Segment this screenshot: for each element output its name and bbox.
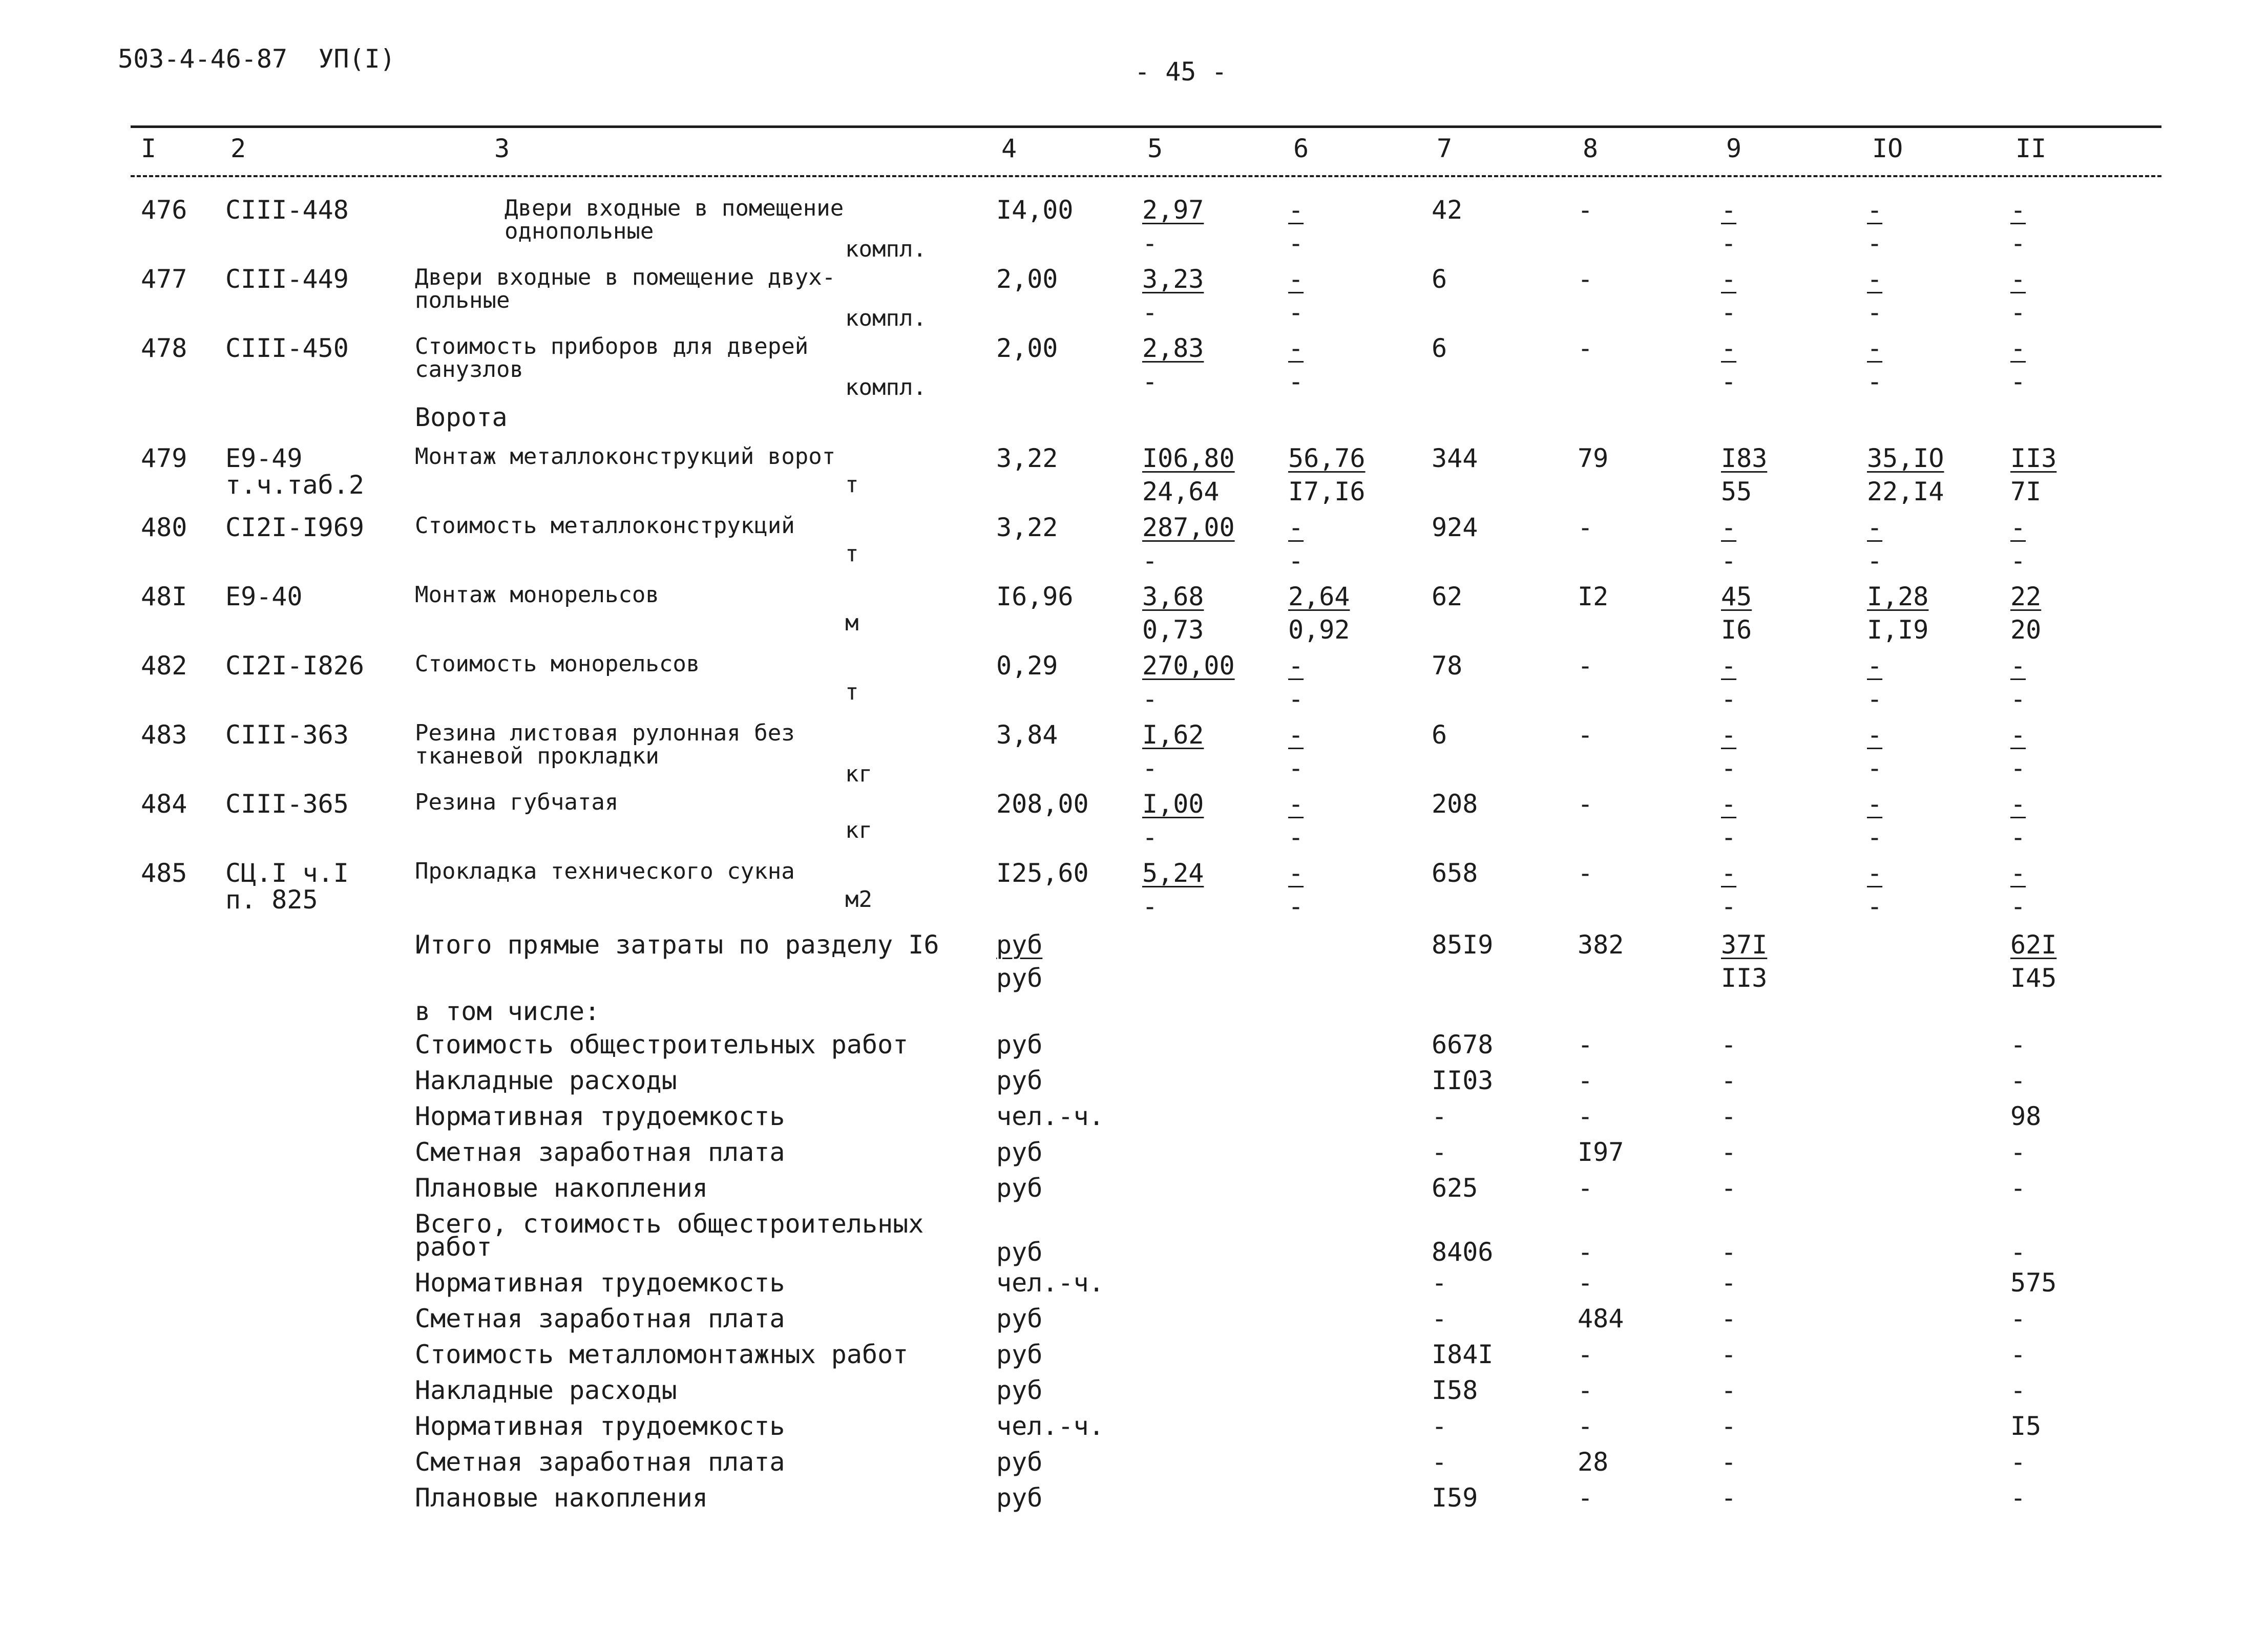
summary-col9: - — [1721, 1304, 1737, 1333]
column-number: 3 — [494, 134, 510, 163]
price-code-extra: т.ч.таб.2 — [225, 470, 364, 500]
col5-top: 3,68 — [1142, 582, 1204, 611]
col11-bottom: 20 — [2010, 615, 2042, 645]
price-code-extra: п. 825 — [225, 885, 318, 915]
summary-col11: - — [2010, 1066, 2026, 1095]
col9-bottom: - — [1721, 367, 1737, 396]
col8-value: - — [1578, 195, 1593, 225]
column-number: I — [141, 134, 157, 163]
col11-top: - — [2010, 264, 2026, 294]
summary-col8: - — [1578, 1268, 1593, 1298]
row-number: 477 — [141, 264, 187, 294]
summary-col9: - — [1721, 1340, 1737, 1369]
col6-bottom: - — [1288, 546, 1304, 576]
col7-value: 6 — [1432, 333, 1447, 363]
column-number: II — [2015, 134, 2047, 163]
col5-top: I,62 — [1142, 720, 1204, 750]
unit: кг — [845, 817, 872, 843]
col10-top: - — [1867, 513, 1883, 542]
summary-col7: - — [1432, 1304, 1447, 1333]
totals-col9-bottom: II3 — [1721, 963, 1768, 993]
price-code: CIII-448 — [225, 195, 349, 225]
summary-label: Плановые накопления — [415, 1173, 708, 1203]
col10-bottom: - — [1867, 892, 1883, 921]
col10-top: - — [1867, 720, 1883, 750]
summary-col7: - — [1432, 1137, 1447, 1167]
unit: т — [845, 541, 859, 567]
column-number: 7 — [1437, 134, 1453, 163]
col9-top: - — [1721, 513, 1737, 542]
col7-value: 344 — [1432, 443, 1478, 473]
column-number: 9 — [1726, 134, 1742, 163]
row-number: 484 — [141, 789, 187, 819]
col11-bottom: - — [2010, 298, 2026, 327]
col11-top: - — [2010, 789, 2026, 819]
col9-top: - — [1721, 858, 1737, 888]
summary-unit: руб — [996, 1304, 1043, 1333]
col8-value: - — [1578, 264, 1593, 294]
column-number: 6 — [1293, 134, 1309, 163]
unit: компл. — [845, 236, 927, 262]
col8-value: - — [1578, 513, 1593, 542]
price-code: CIII-450 — [225, 333, 349, 363]
col9-top: - — [1721, 195, 1737, 225]
item-name: Прокладка технического сукна — [415, 858, 795, 884]
summary-unit: руб — [996, 1340, 1043, 1369]
col9-bottom: I6 — [1721, 615, 1752, 645]
col6-bottom: I7,I6 — [1288, 477, 1366, 506]
summary-unit: чел.-ч. — [996, 1268, 1104, 1298]
item-name: Монтаж металлоконструкций ворот — [415, 443, 836, 470]
col5-bottom: - — [1142, 228, 1158, 258]
col11-top: II3 — [2010, 443, 2057, 473]
col6-top: - — [1288, 333, 1304, 363]
summary-col8: - — [1578, 1411, 1593, 1441]
summary-unit: руб — [996, 1137, 1043, 1167]
col7-value: 62 — [1432, 582, 1463, 611]
col10-bottom: - — [1867, 546, 1883, 576]
col11-bottom: - — [2010, 367, 2026, 396]
summary-col7: - — [1432, 1447, 1447, 1477]
price-code: CIII-363 — [225, 720, 349, 750]
summary-col7: 625 — [1432, 1173, 1478, 1203]
col6-bottom: - — [1288, 228, 1304, 258]
col9-top: - — [1721, 264, 1737, 294]
col5-top: 3,23 — [1142, 264, 1204, 294]
col11-bottom: - — [2010, 684, 2026, 714]
price-code: CIII-365 — [225, 789, 349, 819]
quantity: 2,00 — [996, 333, 1058, 363]
col5-bottom: - — [1142, 298, 1158, 327]
row-number: 485 — [141, 858, 187, 888]
col10-bottom: - — [1867, 822, 1883, 852]
unit: компл. — [845, 305, 927, 331]
col11-top: - — [2010, 513, 2026, 542]
price-code: CIII-449 — [225, 264, 349, 294]
col8-value: - — [1578, 789, 1593, 819]
col10-top: I,28 — [1867, 582, 1929, 611]
summary-label: Стоимость металломонтажных работ — [415, 1340, 909, 1369]
col7-value: 924 — [1432, 513, 1478, 542]
summary-unit: руб — [996, 1030, 1043, 1059]
col9-bottom: - — [1721, 822, 1737, 852]
col10-top: - — [1867, 195, 1883, 225]
col6-bottom: - — [1288, 822, 1304, 852]
col5-top: 287,00 — [1142, 513, 1235, 542]
unit: м2 — [845, 886, 872, 913]
col11-bottom: - — [2010, 228, 2026, 258]
col9-bottom: - — [1721, 684, 1737, 714]
header-rule-top — [131, 125, 2161, 128]
col9-bottom: - — [1721, 546, 1737, 576]
col10-top: 35,IO — [1867, 443, 1944, 473]
column-number: IO — [1872, 134, 1903, 163]
summary-unit: руб — [996, 1483, 1043, 1513]
col7-value: 658 — [1432, 858, 1478, 888]
summary-col11: - — [2010, 1304, 2026, 1333]
summary-label: Нормативная трудоемкость — [415, 1411, 785, 1441]
col10-bottom: - — [1867, 753, 1883, 783]
summary-col7: - — [1432, 1101, 1447, 1131]
summary-col7: - — [1432, 1411, 1447, 1441]
col6-top: - — [1288, 789, 1304, 819]
summary-col7: 8406 — [1432, 1237, 1494, 1267]
totals-label: Итого прямые затраты по разделу I6 — [415, 930, 939, 960]
col7-value: 6 — [1432, 264, 1447, 294]
summary-unit: руб — [996, 1375, 1043, 1405]
row-number: 480 — [141, 513, 187, 542]
col7-value: 6 — [1432, 720, 1447, 750]
col10-top: - — [1867, 333, 1883, 363]
unit: т — [845, 679, 859, 705]
col5-bottom: 24,64 — [1142, 477, 1220, 506]
summary-col11: - — [2010, 1375, 2026, 1405]
summary-label: Сметная заработная плата — [415, 1304, 785, 1333]
item-name-cont: тканевой прокладки — [415, 743, 659, 769]
col6-top: - — [1288, 195, 1304, 225]
row-number: 478 — [141, 333, 187, 363]
col6-top: 2,64 — [1288, 582, 1350, 611]
row-number: 479 — [141, 443, 187, 473]
col6-bottom: 0,92 — [1288, 615, 1350, 645]
quantity: 3,84 — [996, 720, 1058, 750]
row-number: 482 — [141, 651, 187, 681]
col11-top: - — [2010, 720, 2026, 750]
quantity: 3,22 — [996, 513, 1058, 542]
quantity: 208,00 — [996, 789, 1089, 819]
col8-value: - — [1578, 333, 1593, 363]
summary-unit: руб — [996, 1237, 1043, 1267]
col6-top: - — [1288, 513, 1304, 542]
summary-col9: - — [1721, 1447, 1737, 1477]
summary-label: Плановые накопления — [415, 1483, 708, 1513]
summary-col11: - — [2010, 1137, 2026, 1167]
column-number: 8 — [1583, 134, 1599, 163]
col9-bottom: - — [1721, 753, 1737, 783]
summary-col11: - — [2010, 1447, 2026, 1477]
totals-col11-bottom: I45 — [2010, 963, 2057, 993]
col10-bottom: - — [1867, 684, 1883, 714]
summary-col11: - — [2010, 1030, 2026, 1059]
summary-col9: - — [1721, 1137, 1737, 1167]
col5-top: I,00 — [1142, 789, 1204, 819]
col7-value: 78 — [1432, 651, 1463, 681]
col7-value: 42 — [1432, 195, 1463, 225]
unit: кг — [845, 761, 872, 787]
summary-col11: - — [2010, 1237, 2026, 1267]
col10-top: - — [1867, 789, 1883, 819]
summary-col8: - — [1578, 1066, 1593, 1095]
col6-bottom: - — [1288, 892, 1304, 921]
column-number: 5 — [1147, 134, 1163, 163]
item-name: Двери входные в помещение двух- — [415, 264, 836, 290]
price-code: E9-49 — [225, 443, 303, 473]
col10-bottom: I,I9 — [1867, 615, 1929, 645]
price-code: CI2I-I826 — [225, 651, 364, 681]
summary-label: Сметная заработная плата — [415, 1447, 785, 1477]
col5-bottom: - — [1142, 753, 1158, 783]
col11-bottom: - — [2010, 892, 2026, 921]
col10-top: - — [1867, 264, 1883, 294]
summary-col11: - — [2010, 1173, 2026, 1203]
col5-top: 2,83 — [1142, 333, 1204, 363]
unit: т — [845, 472, 859, 498]
col9-top: - — [1721, 333, 1737, 363]
summary-label: Нормативная трудоемкость — [415, 1268, 785, 1298]
summary-col8: - — [1578, 1340, 1593, 1369]
summary-col9: - — [1721, 1066, 1737, 1095]
quantity: 2,00 — [996, 264, 1058, 294]
item-name: Стоимость приборов для дверей — [415, 333, 809, 359]
price-code: CI2I-I969 — [225, 513, 364, 542]
summary-col11: 98 — [2010, 1101, 2042, 1131]
col8-value: - — [1578, 858, 1593, 888]
col9-bottom: - — [1721, 892, 1737, 921]
summary-col11: I5 — [2010, 1411, 2042, 1441]
col6-top: - — [1288, 264, 1304, 294]
quantity: 0,29 — [996, 651, 1058, 681]
col9-bottom: 55 — [1721, 477, 1752, 506]
item-name: Стоимость монорельсов — [415, 651, 700, 677]
col9-bottom: - — [1721, 228, 1737, 258]
summary-col7: II03 — [1432, 1066, 1494, 1095]
summary-col9: - — [1721, 1237, 1737, 1267]
price-code: E9-40 — [225, 582, 303, 611]
quantity: I4,00 — [996, 195, 1074, 225]
summary-label: Сметная заработная плата — [415, 1137, 785, 1167]
col5-bottom: - — [1142, 367, 1158, 396]
summary-col7: I58 — [1432, 1375, 1478, 1405]
summary-label: Накладные расходы — [415, 1066, 677, 1095]
col6-bottom: - — [1288, 367, 1304, 396]
col6-bottom: - — [1288, 298, 1304, 327]
col11-bottom: - — [2010, 546, 2026, 576]
col5-bottom: 0,73 — [1142, 615, 1204, 645]
summary-col9: - — [1721, 1483, 1737, 1513]
col10-top: - — [1867, 651, 1883, 681]
unit: компл. — [845, 374, 927, 400]
summary-col7: I59 — [1432, 1483, 1478, 1513]
col5-top: 2,97 — [1142, 195, 1204, 225]
summary-col9: - — [1721, 1268, 1737, 1298]
summary-col11: - — [2010, 1483, 2026, 1513]
summary-col7: - — [1432, 1268, 1447, 1298]
summary-col8: - — [1578, 1173, 1593, 1203]
header-rule-bottom — [131, 175, 2161, 177]
summary-col9: - — [1721, 1173, 1737, 1203]
col6-top: - — [1288, 858, 1304, 888]
col10-bottom: - — [1867, 298, 1883, 327]
summary-unit: руб — [996, 1066, 1043, 1095]
col8-value: I2 — [1578, 582, 1609, 611]
summary-label: Всего, стоимость общестроительных — [415, 1209, 924, 1239]
quantity: I6,96 — [996, 582, 1074, 611]
totals-col9-top: 37I — [1721, 930, 1768, 960]
summary-col7: 6678 — [1432, 1030, 1494, 1059]
col11-top: 22 — [2010, 582, 2042, 611]
summary-col8: - — [1578, 1483, 1593, 1513]
item-name: Стоимость металлоконструкций — [415, 513, 795, 539]
row-number: 476 — [141, 195, 187, 225]
summary-col8: I97 — [1578, 1137, 1624, 1167]
col9-top: - — [1721, 789, 1737, 819]
summary-label: Накладные расходы — [415, 1375, 677, 1405]
col8-value: - — [1578, 651, 1593, 681]
col9-top: I83 — [1721, 443, 1768, 473]
price-code: СЦ.I ч.I — [225, 858, 349, 888]
totals-col8: 382 — [1578, 930, 1624, 960]
item-name: Резина губчатая — [415, 789, 619, 815]
col5-bottom: - — [1142, 546, 1158, 576]
quantity: I25,60 — [996, 858, 1089, 888]
quantity: 3,22 — [996, 443, 1058, 473]
item-name: Монтаж монорельсов — [415, 582, 659, 608]
summary-unit: руб — [996, 1447, 1043, 1477]
summary-col9: - — [1721, 1101, 1737, 1131]
col5-bottom: - — [1142, 684, 1158, 714]
col11-top: - — [2010, 858, 2026, 888]
col9-top: 45 — [1721, 582, 1752, 611]
row-number: 483 — [141, 720, 187, 750]
summary-label: Стоимость общестроительных работ — [415, 1030, 909, 1059]
totals-unit: руб — [996, 963, 1043, 993]
col10-bottom: 22,I4 — [1867, 477, 1944, 506]
col5-bottom: - — [1142, 822, 1158, 852]
totals-col11-top: 62I — [2010, 930, 2057, 960]
including-label: в том числе: — [415, 996, 600, 1026]
section-heading: Ворота — [415, 402, 508, 432]
col9-top: - — [1721, 720, 1737, 750]
col6-bottom: - — [1288, 753, 1304, 783]
summary-unit: чел.-ч. — [996, 1101, 1104, 1131]
column-number: 4 — [1001, 134, 1017, 163]
item-name-cont: однопольные — [505, 218, 654, 244]
summary-col11: - — [2010, 1340, 2026, 1369]
col11-top: - — [2010, 651, 2026, 681]
summary-unit: руб — [996, 1173, 1043, 1203]
col9-bottom: - — [1721, 298, 1737, 327]
col11-bottom: 7I — [2010, 477, 2042, 506]
col6-top: - — [1288, 720, 1304, 750]
col7-value: 208 — [1432, 789, 1478, 819]
col10-top: - — [1867, 858, 1883, 888]
summary-label: Нормативная трудоемкость — [415, 1101, 785, 1131]
totals-unit: руб — [996, 930, 1043, 960]
col11-bottom: - — [2010, 753, 2026, 783]
item-name: Двери входные в помещение — [505, 195, 844, 221]
summary-col8: 28 — [1578, 1447, 1609, 1477]
col6-top: - — [1288, 651, 1304, 681]
col11-top: - — [2010, 195, 2026, 225]
col8-value: - — [1578, 720, 1593, 750]
col6-bottom: - — [1288, 684, 1304, 714]
unit: м — [845, 610, 859, 636]
page-number: - 45 - — [1135, 57, 1227, 87]
summary-label-cont: работ — [415, 1232, 492, 1262]
totals-col7: 85I9 — [1432, 930, 1494, 960]
summary-col8: 484 — [1578, 1304, 1624, 1333]
col10-bottom: - — [1867, 367, 1883, 396]
col5-top: I06,80 — [1142, 443, 1235, 473]
summary-col11: 575 — [2010, 1268, 2057, 1298]
col11-bottom: - — [2010, 822, 2026, 852]
summary-col8: - — [1578, 1030, 1593, 1059]
col10-bottom: - — [1867, 228, 1883, 258]
item-name-cont: польные — [415, 287, 510, 313]
col8-value: 79 — [1578, 443, 1609, 473]
summary-col7: I84I — [1432, 1340, 1494, 1369]
summary-unit: чел.-ч. — [996, 1411, 1104, 1441]
col9-top: - — [1721, 651, 1737, 681]
summary-col9: - — [1721, 1375, 1737, 1405]
row-number: 48I — [141, 582, 187, 611]
summary-col9: - — [1721, 1411, 1737, 1441]
summary-col8: - — [1578, 1237, 1593, 1267]
summary-col8: - — [1578, 1375, 1593, 1405]
col5-bottom: - — [1142, 892, 1158, 921]
summary-col9: - — [1721, 1030, 1737, 1059]
col5-top: 5,24 — [1142, 858, 1204, 888]
item-name-cont: санузлов — [415, 356, 523, 383]
col6-top: 56,76 — [1288, 443, 1366, 473]
document-code: 503-4-46-87 УП(I) — [118, 44, 395, 74]
summary-col8: - — [1578, 1101, 1593, 1131]
item-name: Резина листовая рулонная без — [415, 720, 795, 746]
col11-top: - — [2010, 333, 2026, 363]
col5-top: 270,00 — [1142, 651, 1235, 681]
column-number: 2 — [230, 134, 246, 163]
